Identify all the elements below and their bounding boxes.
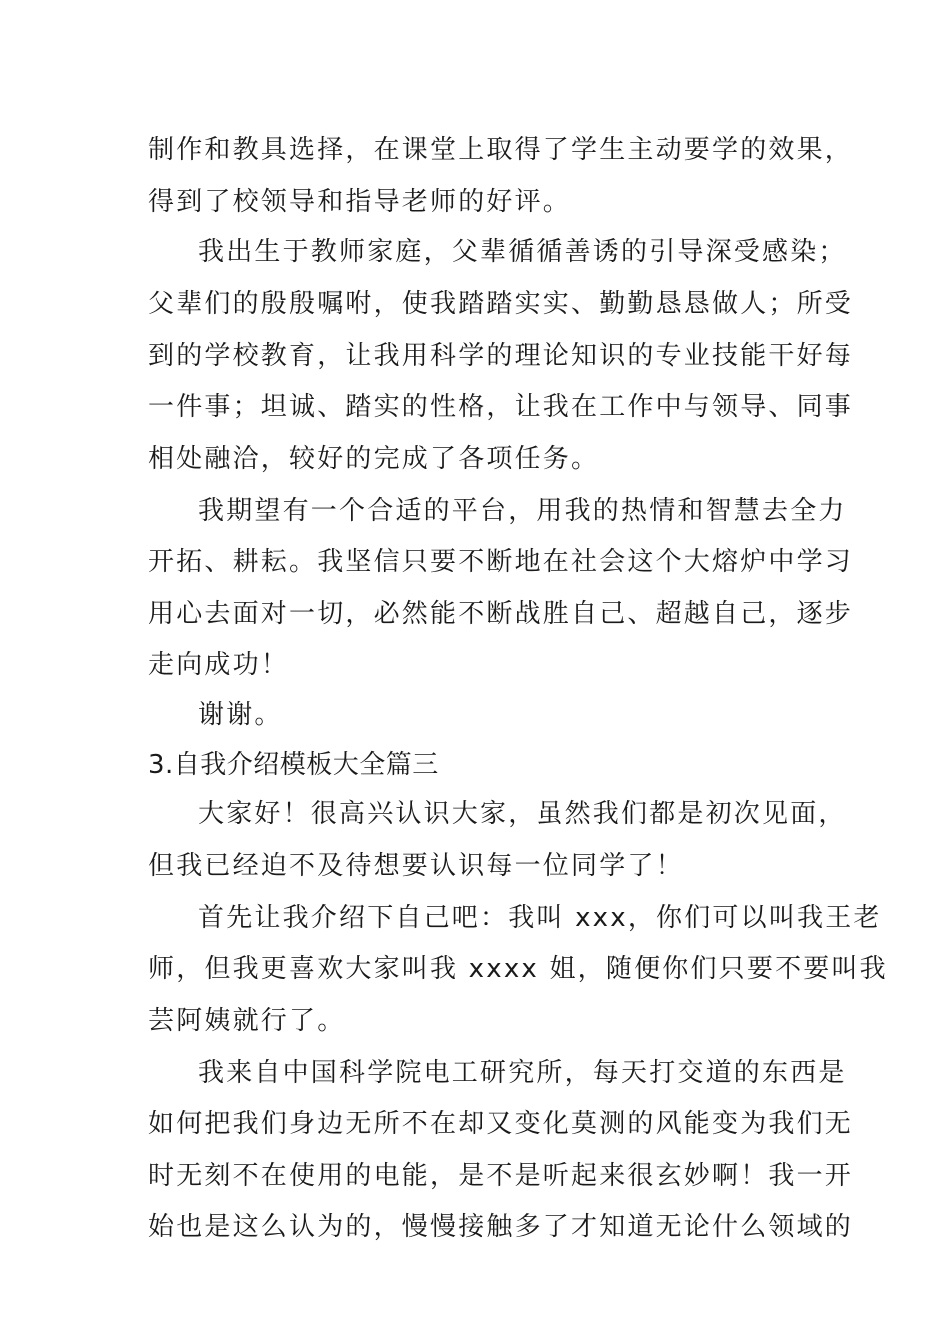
text-line: 开拓、耕耘。我坚信只要不断地在社会这个大熔炉中学习 xyxy=(148,547,854,577)
text-line: 师，但我更喜欢大家叫我 xxxx 姐，随便你们只要不要叫我 xyxy=(148,954,888,984)
text-line: 用心去面对一切，必然能不断战胜自己、超越自己，逐步 xyxy=(148,599,854,629)
text-line: 芸阿姨就行了。 xyxy=(148,1006,346,1036)
section-heading: 3.自我介绍模板大全篇三 xyxy=(148,750,439,780)
paragraph-start: 大家好！很高兴认识大家，虽然我们都是初次见面， xyxy=(198,799,847,829)
paragraph-start: 首先让我介绍下自己吧：我叫 xxx，你们可以叫我王老 xyxy=(198,903,882,933)
text-line: 一件事；坦诚、踏实的性格，让我在工作中与领导、同事 xyxy=(148,392,854,422)
paragraph-start: 我来自中国科学院电工研究所，每天打交道的东西是 xyxy=(198,1058,847,1088)
text-line: 但我已经迫不及待想要认识每一位同学了！ xyxy=(148,851,684,881)
paragraph-start: 谢谢。 xyxy=(198,700,283,730)
text-line: 到的学校教育，让我用科学的理论知识的专业技能干好每 xyxy=(148,341,854,371)
text-line: 时无刻不在使用的电能，是不是听起来很玄妙啊！我一开 xyxy=(148,1161,854,1191)
text-line: 得到了校领导和指导老师的好评。 xyxy=(148,187,572,217)
text-line: 相处融洽，较好的完成了各项任务。 xyxy=(148,444,600,474)
text-line: 走向成功！ xyxy=(148,650,290,680)
text-line: 制作和教具选择，在课堂上取得了学生主动要学的效果， xyxy=(148,135,854,165)
text-line: 始也是这么认为的，慢慢接触多了才知道无论什么领域的 xyxy=(148,1212,854,1242)
paragraph-start: 我期望有一个合适的平台，用我的热情和智慧去全力 xyxy=(198,496,847,526)
text-line: 如何把我们身边无所不在却又变化莫测的风能变为我们无 xyxy=(148,1109,854,1139)
paragraph-start: 我出生于教师家庭，父辈循循善诱的引导深受感染； xyxy=(198,237,847,267)
text-line: 父辈们的殷殷嘱咐，使我踏踏实实、勤勤恳恳做人；所受 xyxy=(148,289,854,319)
